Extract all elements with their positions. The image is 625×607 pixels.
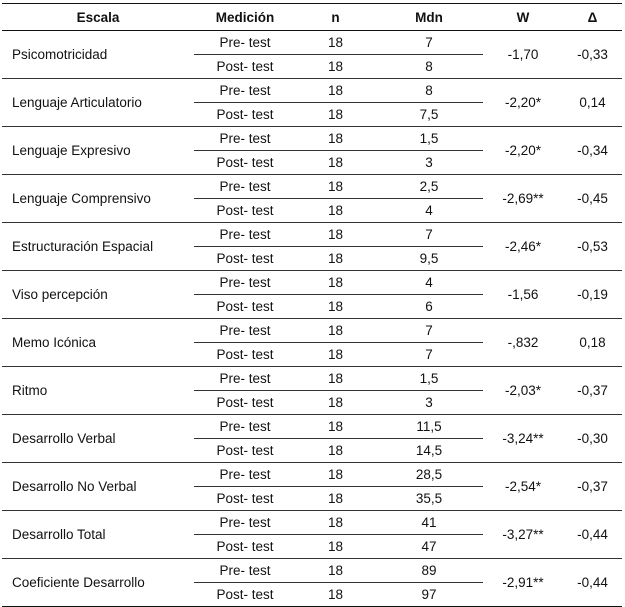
- cell-medicion-post: Post- test: [194, 343, 296, 367]
- cell-escala: Psicomotricidad: [2, 31, 194, 79]
- table-row-pre: [2, 511, 622, 535]
- cell-delta: -0,37: [563, 463, 622, 511]
- cell-w: -,832: [483, 319, 563, 367]
- cell-w: -2,03*: [483, 367, 563, 415]
- cell-medicion-post: Post- test: [194, 55, 296, 79]
- cell-delta: -0,53: [563, 223, 622, 271]
- cell-n-post: 18: [296, 343, 375, 367]
- cell-n-pre: 18: [296, 31, 375, 55]
- cell-delta: -0,33: [563, 31, 622, 79]
- table-row-pre: [2, 463, 622, 487]
- header-w: W: [483, 4, 563, 31]
- cell-mdn-post: 4: [375, 199, 483, 223]
- cell-n-post: 18: [296, 199, 375, 223]
- cell-mdn-post: 8: [375, 55, 483, 79]
- table-row-pre: [2, 31, 622, 55]
- cell-n-post: 18: [296, 487, 375, 511]
- cell-escala: Lenguaje Expresivo: [2, 127, 194, 175]
- table-row-pre: [2, 127, 622, 151]
- cell-delta: -0,45: [563, 175, 622, 223]
- cell-w: -2,20*: [483, 79, 563, 127]
- cell-mdn-pre: 2,5: [375, 175, 483, 199]
- cell-mdn-post: 7,5: [375, 103, 483, 127]
- cell-medicion-pre: Pre- test: [194, 319, 296, 343]
- cell-mdn-post: 9,5: [375, 247, 483, 271]
- cell-n-pre: 18: [296, 463, 375, 487]
- results-table: [2, 3, 622, 607]
- cell-w: -3,27**: [483, 511, 563, 559]
- table-row-pre: [2, 79, 622, 103]
- cell-medicion-pre: Pre- test: [194, 31, 296, 55]
- cell-mdn-pre: 89: [375, 559, 483, 583]
- cell-n-post: 18: [296, 55, 375, 79]
- cell-delta: -0,37: [563, 367, 622, 415]
- cell-escala: Viso percepción: [2, 271, 194, 319]
- header-row: [2, 4, 622, 31]
- cell-delta: 0,14: [563, 79, 622, 127]
- cell-w: -2,20*: [483, 127, 563, 175]
- cell-n-pre: 18: [296, 175, 375, 199]
- cell-mdn-pre: 7: [375, 223, 483, 247]
- cell-n-pre: 18: [296, 79, 375, 103]
- cell-escala: Lenguaje Articulatorio: [2, 79, 194, 127]
- cell-medicion-pre: Pre- test: [194, 511, 296, 535]
- cell-delta: -0,30: [563, 415, 622, 463]
- cell-w: -1,70: [483, 31, 563, 79]
- cell-delta: 0,18: [563, 319, 622, 367]
- table-row-pre: [2, 367, 622, 391]
- cell-mdn-post: 35,5: [375, 487, 483, 511]
- cell-n-post: 18: [296, 439, 375, 463]
- table-row-pre: [2, 415, 622, 439]
- cell-escala: Coeficiente Desarrollo: [2, 559, 194, 607]
- cell-medicion-pre: Pre- test: [194, 367, 296, 391]
- cell-medicion-post: Post- test: [194, 295, 296, 319]
- cell-n-pre: 18: [296, 415, 375, 439]
- cell-mdn-post: 47: [375, 535, 483, 559]
- cell-medicion-pre: Pre- test: [194, 559, 296, 583]
- cell-medicion-post: Post- test: [194, 535, 296, 559]
- table-row-pre: [2, 319, 622, 343]
- cell-medicion-post: Post- test: [194, 391, 296, 415]
- cell-medicion-pre: Pre- test: [194, 175, 296, 199]
- cell-mdn-pre: 7: [375, 319, 483, 343]
- cell-mdn-pre: 7: [375, 31, 483, 55]
- cell-medicion-post: Post- test: [194, 439, 296, 463]
- cell-medicion-pre: Pre- test: [194, 415, 296, 439]
- cell-medicion-post: Post- test: [194, 247, 296, 271]
- header-mdn: Mdn: [375, 4, 483, 31]
- table-row-pre: [2, 271, 622, 295]
- cell-escala: Desarrollo No Verbal: [2, 463, 194, 511]
- cell-medicion-pre: Pre- test: [194, 223, 296, 247]
- cell-mdn-post: 7: [375, 343, 483, 367]
- cell-delta: -0,44: [563, 511, 622, 559]
- cell-n-post: 18: [296, 103, 375, 127]
- cell-n-post: 18: [296, 583, 375, 607]
- cell-mdn-pre: 11,5: [375, 415, 483, 439]
- cell-n-post: 18: [296, 295, 375, 319]
- cell-w: -2,54*: [483, 463, 563, 511]
- cell-mdn-post: 97: [375, 583, 483, 607]
- cell-n-post: 18: [296, 247, 375, 271]
- cell-mdn-pre: 41: [375, 511, 483, 535]
- cell-n-post: 18: [296, 535, 375, 559]
- cell-w: -1,56: [483, 271, 563, 319]
- cell-n-pre: 18: [296, 559, 375, 583]
- header-n: n: [296, 4, 375, 31]
- cell-w: -2,91**: [483, 559, 563, 607]
- cell-n-post: 18: [296, 151, 375, 175]
- cell-escala: Lenguaje Comprensivo: [2, 175, 194, 223]
- cell-escala: Desarrollo Total: [2, 511, 194, 559]
- cell-mdn-pre: 4: [375, 271, 483, 295]
- cell-n-pre: 18: [296, 223, 375, 247]
- header-delta: Δ: [563, 4, 622, 31]
- cell-w: -3,24**: [483, 415, 563, 463]
- cell-medicion-post: Post- test: [194, 199, 296, 223]
- cell-medicion-pre: Pre- test: [194, 463, 296, 487]
- cell-mdn-post: 3: [375, 391, 483, 415]
- table-body: [2, 31, 622, 607]
- cell-medicion-post: Post- test: [194, 583, 296, 607]
- cell-n-post: 18: [296, 391, 375, 415]
- cell-medicion-pre: Pre- test: [194, 271, 296, 295]
- cell-medicion-post: Post- test: [194, 103, 296, 127]
- header-medicion: Medición: [194, 4, 296, 31]
- table-row-pre: [2, 223, 622, 247]
- cell-w: -2,69**: [483, 175, 563, 223]
- cell-medicion-pre: Pre- test: [194, 79, 296, 103]
- cell-mdn-pre: 1,5: [375, 367, 483, 391]
- cell-escala: Estructuración Espacial: [2, 223, 194, 271]
- cell-mdn-pre: 8: [375, 79, 483, 103]
- table-row-pre: [2, 559, 622, 583]
- cell-escala: Memo Icónica: [2, 319, 194, 367]
- cell-delta: -0,34: [563, 127, 622, 175]
- cell-n-pre: 18: [296, 319, 375, 343]
- cell-w: -2,46*: [483, 223, 563, 271]
- cell-n-pre: 18: [296, 127, 375, 151]
- cell-escala: Desarrollo Verbal: [2, 415, 194, 463]
- table-header: [2, 4, 622, 31]
- cell-medicion-post: Post- test: [194, 487, 296, 511]
- cell-medicion-pre: Pre- test: [194, 127, 296, 151]
- cell-delta: -0,44: [563, 559, 622, 607]
- cell-mdn-post: 3: [375, 151, 483, 175]
- cell-mdn-pre: 28,5: [375, 463, 483, 487]
- cell-n-pre: 18: [296, 367, 375, 391]
- table-row-pre: [2, 175, 622, 199]
- header-escala: Escala: [2, 4, 194, 31]
- cell-mdn-pre: 1,5: [375, 127, 483, 151]
- cell-delta: -0,19: [563, 271, 622, 319]
- cell-n-pre: 18: [296, 271, 375, 295]
- cell-mdn-post: 6: [375, 295, 483, 319]
- cell-n-pre: 18: [296, 511, 375, 535]
- cell-escala: Ritmo: [2, 367, 194, 415]
- cell-medicion-post: Post- test: [194, 151, 296, 175]
- cell-mdn-post: 14,5: [375, 439, 483, 463]
